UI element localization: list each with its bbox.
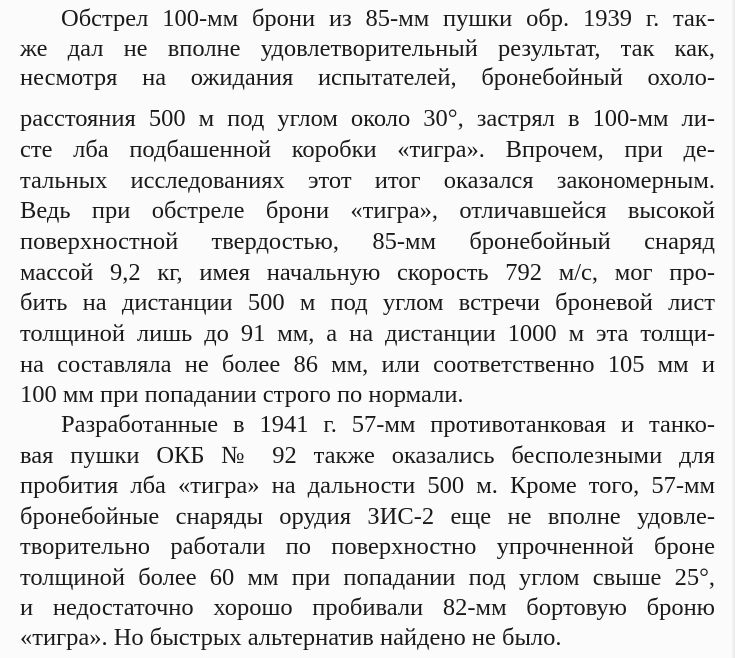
text-line: расстояния 500 м под углом около 30°, застрял в 100-мм ли- (20, 105, 715, 132)
text-line: сте лба подбашенной коробки «тигра». Впрочем, при де- (20, 136, 715, 163)
text-line: же дал не вполне удовлетворительный результат, так как, (20, 35, 715, 62)
text-line: поверхностной твердостью, 85-мм бронебойный снаряд (20, 228, 715, 255)
text-line: массой 9,2 кг, имея начальную скорость 792 м/с, мог про- (20, 259, 715, 286)
text-line: на составляла не более 86 мм, или соответственно 105 мм и (20, 351, 715, 378)
text-line: вая пушки ОКБ № 92 также оказались бесполезными для (20, 442, 715, 469)
text-line: бронебойные снаряды орудия ЗИС-2 еще не вполне удовле- (20, 503, 715, 530)
text-line: «тигра». Но быстрых альтернатив найдено не было. (20, 624, 562, 651)
text-line: несмотря на ожидания испытателей, бронебойный охоло- (20, 64, 715, 91)
text-line: бить на дистанции 500 м под углом встречи броневой лист (20, 289, 715, 316)
text-line: 100 мм при попадании строго по нормали. (20, 381, 464, 408)
text-line: Разработанные в 1941 г. 57-мм противотанковая и танко- (61, 411, 715, 438)
text-line: творительно работали по поверхностно упрочненной броне (20, 533, 715, 560)
text-line: толщиной лишь до 91 мм, а на дистанции 1000 м эта толщи- (20, 320, 715, 347)
text-line: пробития лба «тигра» на дальности 500 м. Кроме того, 57-мм (20, 472, 715, 499)
text-line: Обстрел 100-мм брони из 85-мм пушки обр. 1939 г. так- (61, 5, 715, 32)
text-line: толщиной более 60 мм при попадании под углом свыше 25°, (20, 564, 715, 591)
page-edge-shadow (731, 0, 735, 658)
text-line: тальных исследованиях этот итог оказался закономерным. (20, 167, 715, 194)
text-line: Ведь при обстреле брони «тигра», отличавшейся высокой (20, 197, 715, 224)
text-line: и недостаточно хорошо пробивали 82-мм бортовую броню (20, 594, 715, 621)
